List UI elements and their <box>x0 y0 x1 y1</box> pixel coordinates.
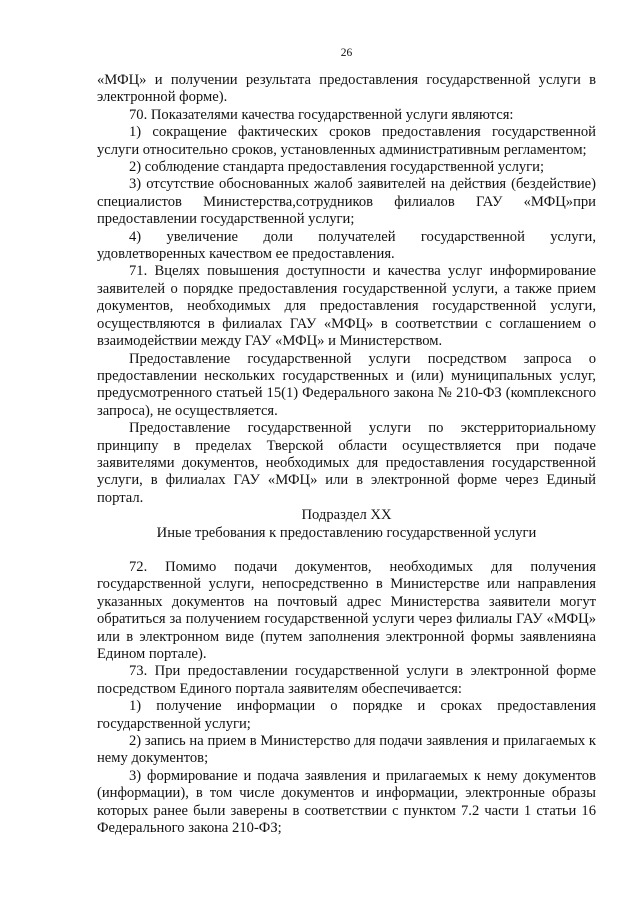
paragraph: 72. Помимо подачи документов, необходимых для получения государственной услуги, непосредственно в Министерстве или направления указанных документов на почтовый адрес Министерства заявители могут обратиться за получением государственной услуги через филиалы ГАУ «МФЦ» или в электронном виде (путем заполнения электронной формы заявленияна Едином портале). <box>97 558 596 662</box>
paragraph: Предоставление государственной услуги по экстерриториальному принципу в пределах Тверской области осуществляется при подаче заявителями документов, необходимых для предоставления государственной услуги, в филиалах ГАУ «МФЦ» или в электронной форме через Единый портал. <box>97 420 596 506</box>
paragraph: 3) отсутствие обоснованных жалоб заявителей на действия (бездействие) специалистов Министерства,сотрудников филиалов ГАУ «МФЦ»при предоставлении государственной услуги; <box>97 176 596 228</box>
section-b <box>97 559 596 838</box>
page-number: 26 <box>340 47 353 59</box>
paragraph: «МФЦ» и получении результата предоставления государственной услуги в электронной форме). <box>97 72 596 106</box>
paragraph: 4) увеличение доли получателей государственной услуги, удовлетворенных качеством ее предоставления. <box>97 228 596 263</box>
paragraph: 2) соблюдение стандарта предоставления государственной услуги; <box>129 159 545 176</box>
spacer <box>97 542 596 559</box>
paragraph: 70. Показателями качества государственной услуги являются: <box>129 106 514 123</box>
subsection-label: Подраздел XX <box>301 507 392 524</box>
section-a <box>97 72 596 507</box>
paragraph: 2) запись на прием в Министерство для подачи заявления и прилагаемых к нему документов; <box>97 733 596 767</box>
paragraph: Предоставление государственной услуги посредством запроса о предоставлении нескольких государственных и (или) муниципальных услуг, предусмотренного статьей 15(1) Федерального закона № 210-ФЗ (комплексного запроса), не осуществляется. <box>97 350 596 419</box>
paragraph: 71. Вцелях повышения доступности и качества услуг информирование заявителей о порядке предоставления государственной услуги, а также прием документов, необходимых для предоставления государственной услуги, осуществляются в филиалах ГАУ «МФЦ» в соответствии с соглашением о взаимодействии между ГАУ «МФЦ» и Министерством. <box>97 263 596 350</box>
paragraph: 3) формирование и подача заявления и прилагаемых к нему документов (информации), в том числе документов и информации, электронные образы которых ранее были заверены в соответствии с пунктом 7.2 части 1 статьи 16 Федерального закона 210-ФЗ; <box>97 767 596 837</box>
subsection-heading <box>97 507 596 542</box>
paragraph: 1) сокращение фактических сроков предоставления государственной услуги относительно сроков, установленных административным регламентом; <box>97 124 596 158</box>
paragraph: 73. При предоставлении государственной услуги в электронной форме посредством Единого портала заявителям обеспечивается: <box>97 663 596 697</box>
subsection-title: Иные требования к предоставлению государственной услуги <box>156 524 537 541</box>
paragraph: 1) получение информации о порядке и сроках предоставления государственной услуги; <box>97 698 596 732</box>
